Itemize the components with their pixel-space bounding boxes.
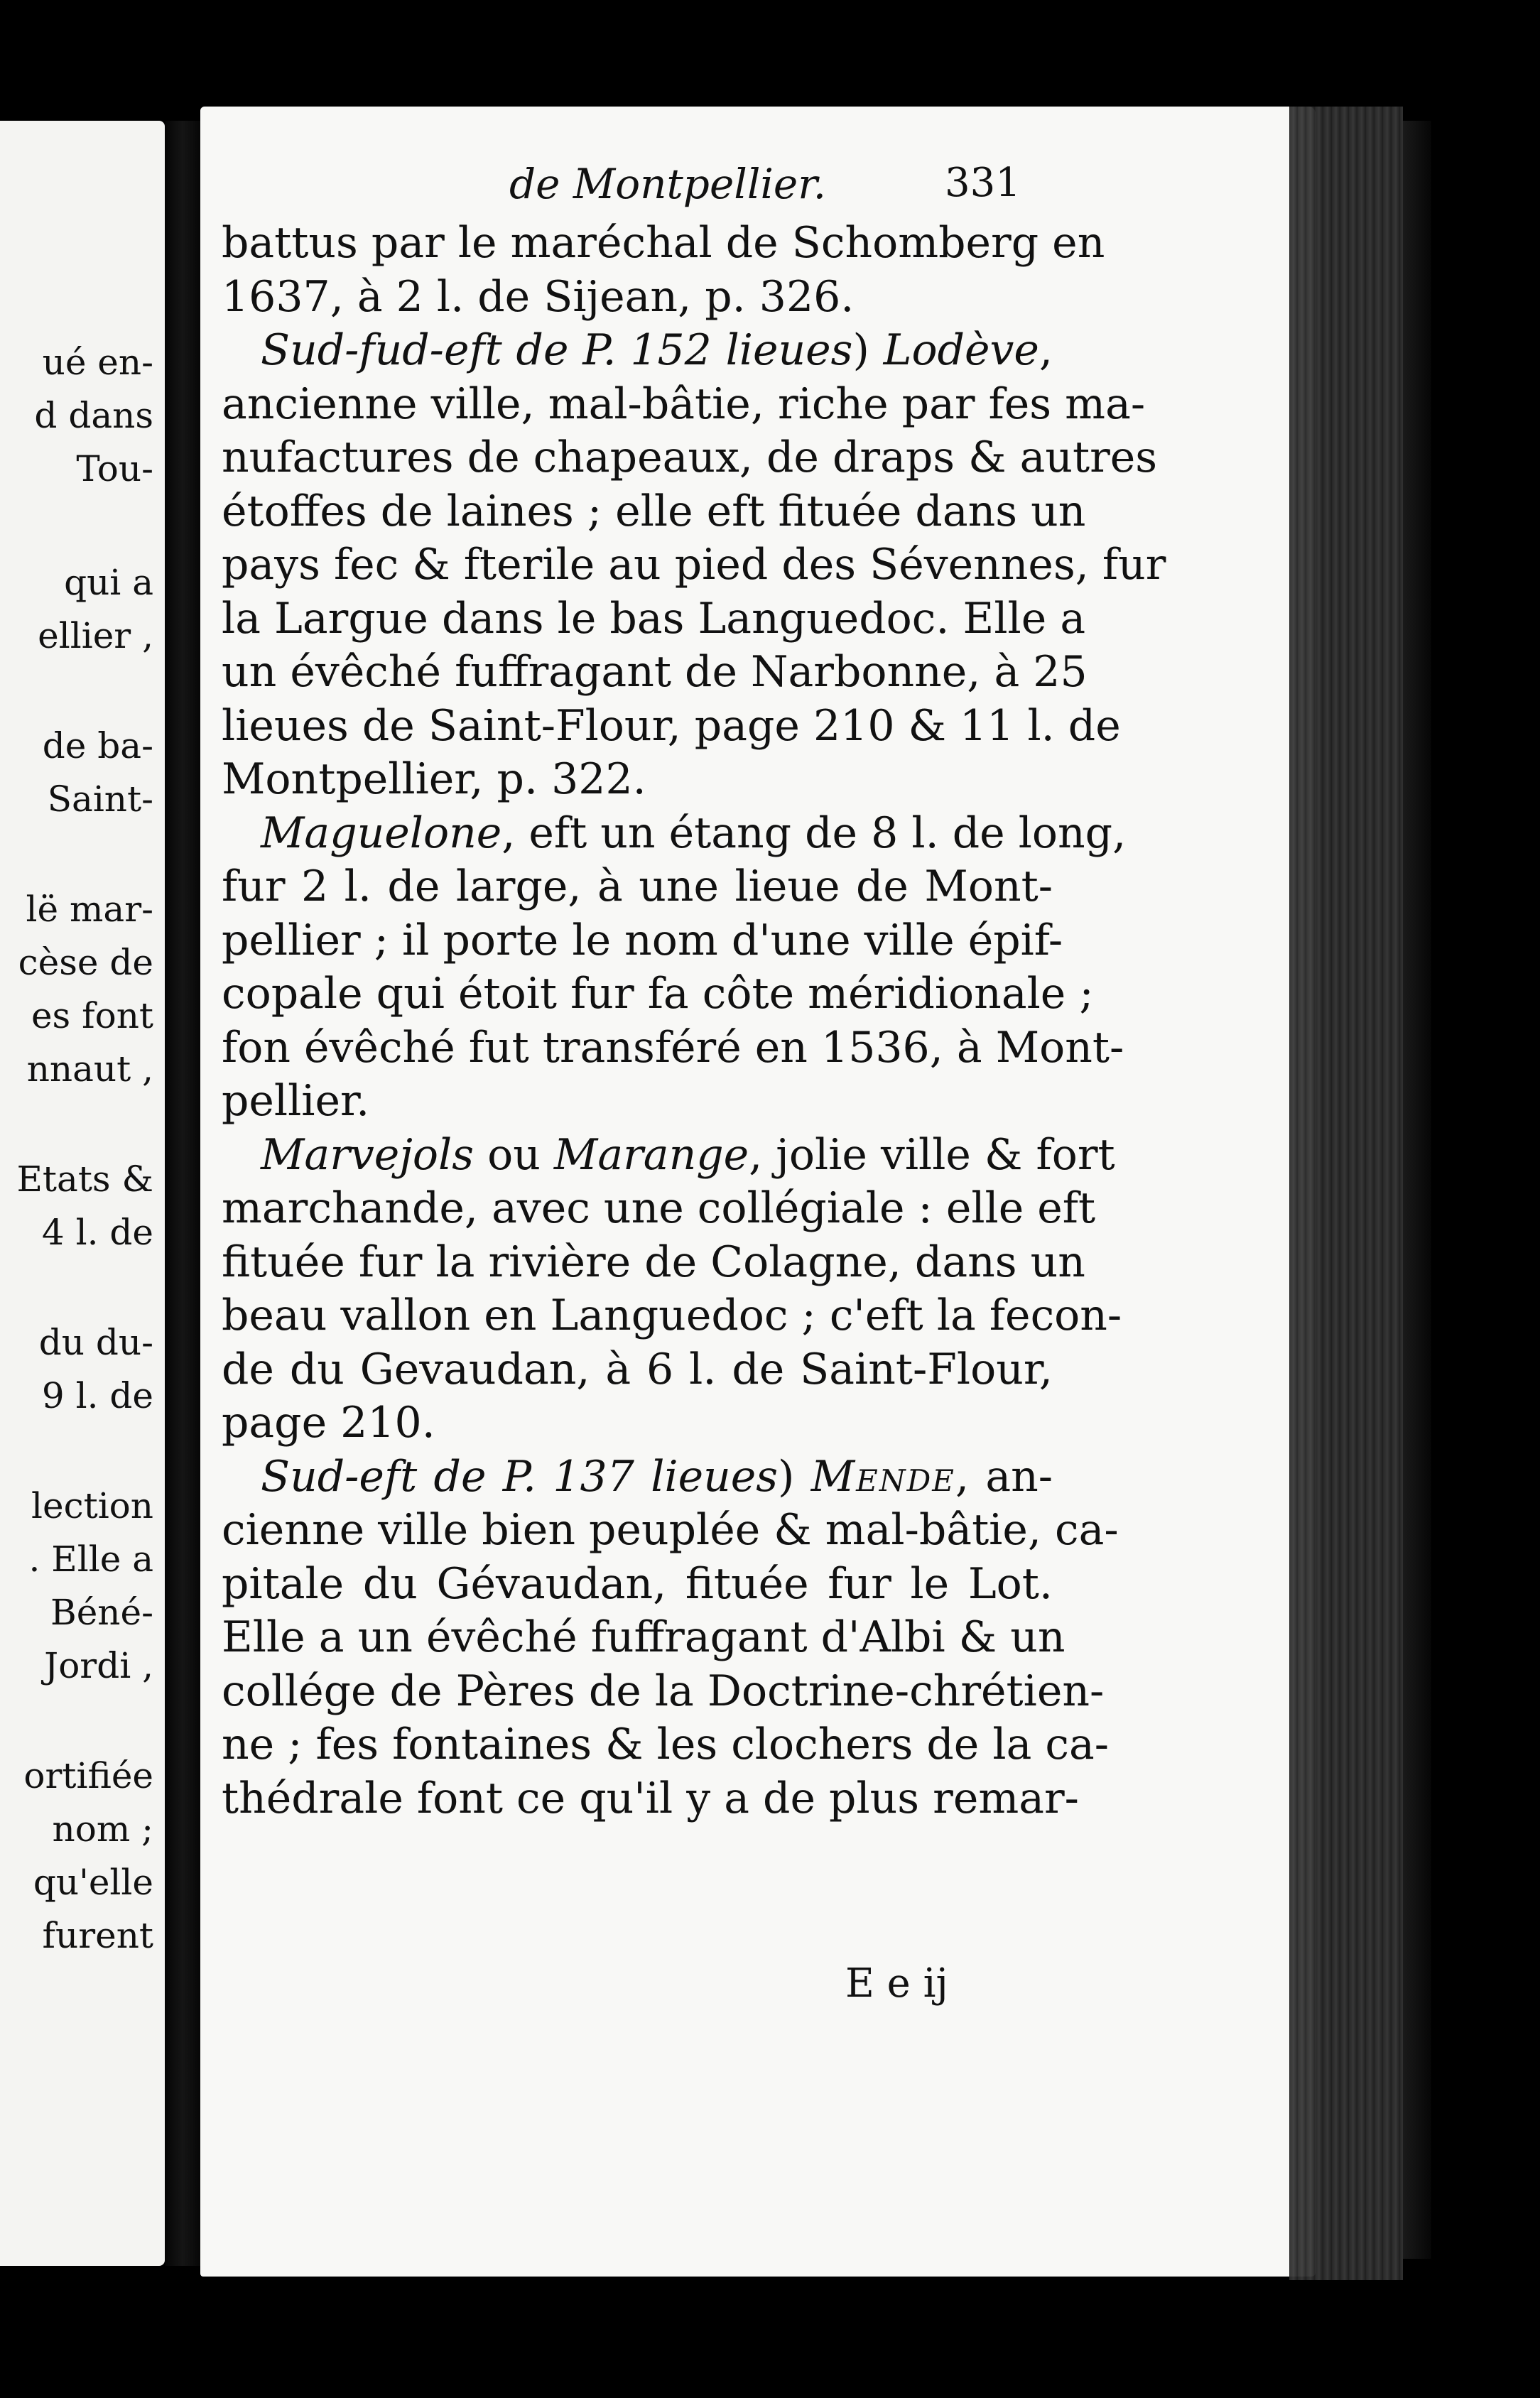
entry-marvejols: Marvejols ou Marange, jolie ville & fort <box>261 1129 1115 1180</box>
left-page-fragment: . Elle a <box>28 1539 153 1580</box>
text-line: fituée fur la rivière de Colagne, dans un <box>222 1237 1085 1287</box>
text-line: beau vallon en Languedoc ; c'eft la fecon- <box>222 1291 1122 1340</box>
text-line: fur 2 l. de large, à une lieue de Mont- <box>222 862 1053 911</box>
cover-edge <box>1403 121 1431 2259</box>
text-line: copale qui étoit fur fa côte méridionale ; <box>222 969 1094 1019</box>
entry-maguelone: Maguelone, eft un étang de 8 l. de long, <box>261 808 1127 858</box>
page-block-edge <box>1289 107 1403 2280</box>
text-line: collége de Pères de la Doctrine-chrétien- <box>222 1666 1105 1716</box>
left-page-fragment: Etats & <box>16 1159 153 1200</box>
signature-mark: E e ij <box>845 1960 948 2007</box>
left-page-fragment: Tou- <box>76 448 153 489</box>
text-line: étoffes de laines ; elle eft fituée dans un <box>222 486 1086 536</box>
left-page-fragment: du du- <box>38 1322 153 1363</box>
text-line: fon évêché fut transféré en 1536, à Mont- <box>222 1022 1124 1073</box>
page-number: 331 <box>945 160 1021 206</box>
text-line: lieues de Saint-Flour, page 210 & 11 l. de <box>222 700 1121 751</box>
text-line: Montpellier, p. 322. <box>222 754 646 804</box>
running-head: de Montpellier. <box>509 160 827 208</box>
left-page-fragment: Béné- <box>50 1592 153 1633</box>
text-line: un évêché fuffragant de Narbonne, à 25 <box>222 647 1088 697</box>
text-line: pitale du Gévaudan, fituée fur le Lot. <box>222 1558 1053 1609</box>
entry-lodeve: Sud-fud-eft de P. 152 lieues) Lodève, <box>261 325 1053 375</box>
direction-note: Sud-fud-eft de P. 152 lieues <box>261 325 853 375</box>
left-page-fragment: nnaut , <box>26 1048 153 1090</box>
text-line: thédrale font ce qu'il y a de plus remar- <box>222 1773 1079 1823</box>
left-page-fragment: lection <box>31 1485 153 1526</box>
left-page-fragment: 4 l. de <box>41 1212 153 1253</box>
left-page-fragment: de ba- <box>42 725 153 766</box>
text-line: nufactures de chapeaux, de draps & autres <box>222 433 1158 482</box>
text-line: Elle a un évêché fuffragant d'Albi & un <box>222 1612 1065 1662</box>
text-line: de du Gevaudan, à 6 l. de Saint-Flour, <box>222 1344 1053 1394</box>
text-line: la Largue dans le bas Languedoc. Elle a <box>222 593 1086 644</box>
left-page-fragment: lë mar- <box>26 889 153 930</box>
text-line: ne ; fes fontaines & les clochers de la ca- <box>222 1720 1110 1769</box>
body-text <box>222 217 1166 1825</box>
entry-mende: Sud-eft de P. 137 lieues) Mende, an- <box>261 1451 1053 1502</box>
text-line: pays fec & fterile au pied des Sévennes, fur <box>222 540 1166 590</box>
left-page-fragment: d dans <box>34 395 153 436</box>
text-line: battus par le maréchal de Schomberg en <box>222 218 1105 268</box>
text-line: pellier ; il porte le nom d'une ville épif- <box>222 915 1063 965</box>
left-facing-page <box>0 121 165 2266</box>
text-line: page 210. <box>222 1398 435 1448</box>
text-line: ancienne ville, mal-bâtie, riche par fes ma- <box>222 379 1146 429</box>
left-page-fragment: Jordi , <box>44 1645 153 1686</box>
left-page-fragment: Saint- <box>47 778 153 820</box>
text-line: marchande, avec une collégiale : elle eft <box>222 1183 1096 1233</box>
left-page-fragment: ortifiée <box>23 1755 153 1796</box>
left-page-fragment: qui a <box>64 562 153 603</box>
text-line: pellier. <box>222 1076 370 1126</box>
left-page-fragment: ué en- <box>42 342 153 383</box>
left-page-fragment: qu'elle <box>33 1862 153 1903</box>
left-page-fragment: furent <box>42 1915 153 1956</box>
text-line: cienne ville bien peuplée & mal-bâtie, ca- <box>222 1505 1119 1555</box>
left-page-fragment: cèse de <box>18 942 153 983</box>
left-page-fragment: ellier , <box>38 615 153 656</box>
left-page-fragment: 9 l. de <box>41 1375 153 1416</box>
left-page-fragment: nom ; <box>52 1808 153 1850</box>
book-gutter <box>165 121 200 2266</box>
left-page-fragment: es font <box>31 995 153 1036</box>
text-line: 1637, à 2 l. de Sijean, p. 326. <box>222 271 855 322</box>
